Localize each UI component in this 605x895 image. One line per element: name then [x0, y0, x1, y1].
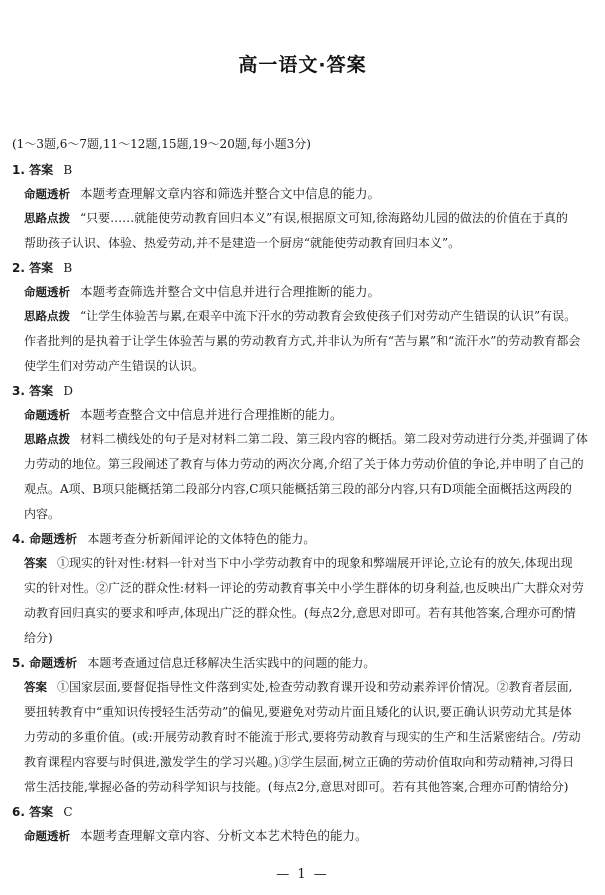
hint-label: 思路点拨 [24, 211, 70, 225]
question-number: 5. [12, 656, 25, 670]
answer-line: 实的针对性。②广泛的群众性:材料一评论的劳动教育事关中小学生群体的切身利益,也反映出广大群众对劳 [24, 581, 584, 595]
analysis-text: 本题考查整合文中信息并进行合理推断的能力。 [80, 407, 343, 422]
answer-value: C [63, 805, 73, 819]
hint-block [12, 427, 598, 527]
question-number: 3. [12, 384, 25, 398]
analysis-text: 本题考查筛选并整合文中信息并进行合理推断的能力。 [80, 284, 381, 299]
hint-line: 观点。A项、B项只能概括第二段部分内容,C项只能概括第三段的部分内容,只有D项能全面概括这两段的 [24, 482, 572, 496]
question-2 [12, 256, 598, 379]
answer-block [12, 551, 598, 651]
hint-line: 材料二横线处的句子是对材料二第二段、第三段内容的概括。第二段对劳动进行分类,并强调了体 [80, 432, 588, 446]
answer-value: B [63, 163, 73, 177]
hint-line: 作者批判的是执着于让学生体验苦与累的劳动教育方式,并非认为所有“苦与累”和“流汗水”的劳动教育都会 [24, 334, 581, 348]
page-number: — 1 — [276, 867, 329, 882]
analysis-text: 本题考查通过信息迁移解决生活实践中的问题的能力。 [87, 656, 376, 670]
question-5-header [12, 651, 598, 675]
hint-line: 力劳动的地位。第三段阐述了教育与体力劳动的两次分离,介绍了关于体力劳动价值的争论,并申明了自己的 [24, 457, 584, 471]
question-5 [12, 651, 598, 800]
answer-line: 动教育回归真实的要求和呼声,体现出广泛的群众性。(每点2分,意思对即可。若有其他答案,合理亦可酌情 [24, 606, 576, 620]
answer-line: 给分) [24, 631, 53, 645]
answer-line: 常生活技能,掌握必备的劳动科学知识与技能。(每点2分,意思对即可。若有其他答案,合理亦可酌情给分) [24, 780, 569, 794]
answer-line: 教育课程内容要与时俱进,激发学生的学习兴趣。)③学生层面,树立正确的劳动价值取向和劳动精神,习得日 [24, 755, 575, 769]
hint-line: 帮助孩子认识、体验、热爱劳动,并不是建造一个厨房“就能使劳动教育回归本义”。 [24, 236, 461, 250]
question-4-header [12, 527, 598, 551]
hint-line: 内容。 [24, 507, 61, 521]
hint-line: “只要……就能使劳动教育回归本义”有误,根据原文可知,徐海路幼儿园的做法的价值在于真的 [80, 211, 568, 225]
page-title: 高一语文·答案 [238, 54, 367, 76]
hint-block [12, 304, 598, 379]
answer-value: B [63, 261, 73, 275]
answer-label: 答案 [24, 556, 47, 570]
hint-line: “让学生体验苦与累,在艰辛中流下汗水的劳动教育会致使孩子们对劳动产生错误的认识”有误。 [80, 309, 577, 323]
question-3 [12, 379, 598, 527]
answer-line: ①国家层面,要督促指导性文件落到实处,检查劳动教育课开设和劳动素养评价情况。②教育者层面, [57, 680, 573, 694]
analysis-label: 命题透析 [29, 656, 78, 670]
analysis-row [12, 403, 598, 427]
hint-label: 思路点拨 [24, 309, 70, 323]
question-2-header [12, 256, 598, 280]
hint-line: 使学生们对劳动产生错误的认识。 [24, 359, 205, 373]
analysis-label: 命题透析 [24, 187, 70, 201]
answer-label: 答案 [24, 680, 47, 694]
hint-label: 思路点拨 [24, 432, 70, 446]
question-6 [12, 800, 598, 848]
answer-value: D [63, 384, 73, 398]
answer-line: ①现实的针对性:材料一针对当下中小学劳动教育中的现象和弊端展开评论,立论有的放矢,体现出现 [57, 556, 573, 570]
analysis-label: 命题透析 [24, 829, 70, 843]
hint-block [12, 206, 598, 256]
answer-block [12, 675, 598, 800]
answer-line: 力劳动的多重价值。(或:开展劳动教育时不能流于形式,要将劳动教育与现实的生产和生活紧密结合。/劳动 [24, 730, 581, 744]
answer-label: 答案 [29, 384, 54, 398]
question-4 [12, 527, 598, 651]
analysis-label: 命题透析 [24, 285, 70, 299]
question-3-header [12, 379, 598, 403]
question-number: 6. [12, 805, 25, 819]
answer-label: 答案 [29, 261, 54, 275]
question-scope-note: (1～3题,6～7题,11～12题,15题,19～20题,每小题3分) [12, 137, 311, 151]
analysis-text: 本题考查理解文章内容和筛选并整合文中信息的能力。 [80, 186, 381, 201]
question-number: 1. [12, 163, 25, 177]
analysis-label: 命题透析 [29, 532, 78, 546]
analysis-label: 命题透析 [24, 408, 70, 422]
question-6-header [12, 800, 598, 824]
question-1-header [12, 158, 598, 182]
analysis-text: 本题考查分析新闻评论的文体特色的能力。 [87, 532, 316, 546]
question-1 [12, 158, 598, 256]
answer-label: 答案 [29, 805, 54, 819]
analysis-row [12, 280, 598, 304]
answer-content [12, 135, 598, 848]
analysis-row [12, 182, 598, 206]
analysis-text: 本题考查理解文章内容、分析文本艺术特色的能力。 [80, 828, 368, 843]
question-number: 2. [12, 261, 25, 275]
answer-line: 要扭转教育中“重知识传授轻生活劳动”的偏见,要避免对劳动片面且矮化的认识,要正确认识劳动尤其是体 [24, 705, 572, 719]
question-number: 4. [12, 532, 25, 546]
analysis-row [12, 824, 598, 848]
answer-label: 答案 [29, 163, 54, 177]
